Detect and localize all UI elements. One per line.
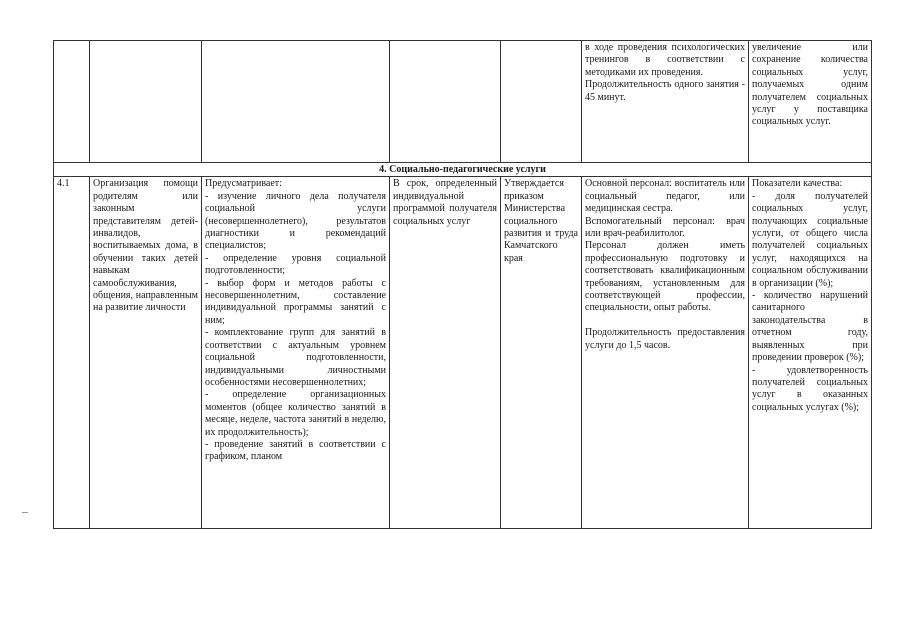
cell-staff: Основной персонал: воспитатель или социальный педагог, или медицинская сестра. Вспомогательный персонал: врач или врач-реабилитолог. Персонал должен иметь профессиональную подготовку и соответствовать квалификационным требованиям, установленным для соответствующей профессии, специальности, опыт работы. Продолжительность предоставления услуги до 1,5 часов. (582, 177, 749, 529)
cell-empty (90, 41, 202, 163)
cell-quality-text: увеличение или сохранение количества социальных услуг, получаемых одним получателем социальных услуг у поставщика социальных услуг. (749, 41, 872, 163)
section-title: 4. Социально-педагогические услуги (54, 163, 872, 177)
cell-empty (390, 41, 501, 163)
cell-empty (54, 41, 90, 163)
cell-method-text: в ходе проведения психологических тренингов в соответствии с методиками их проведения. Продолжительность одного занятия - 45 минут. (582, 41, 749, 163)
cell-description: Предусматривает: - изучение личного дела получателя социальной услуги (несовершеннолетнего), результатов диагностики и рекомендаций специалистов; - определение уровня социальной подготовленности; - выбор форм и методов работы с несовершеннолетним, составление индивидуальной программы занятий с ним; - комплектование групп для занятий в соответствии с актуальным уровнем социальной подготовленности, индивидуальными личностными особенностями несовершеннолетних; - определение организационных моментов (общее количество занятий в месяце, неделе, частота занятий в неделю, их продолжительность); - проведение занятий в соответствии с графиком, планом (202, 177, 390, 529)
cell-service-name: Организация помощи родителям или законным представителям детей-инвалидов, воспитываемых дома, в обучении таких детей навыкам самообслуживания, общения, направленным на развитие личности (90, 177, 202, 529)
cell-empty (202, 41, 390, 163)
services-table (53, 40, 872, 529)
section-header-row (54, 163, 872, 177)
table-row-service (54, 177, 872, 529)
table-row-continued (54, 41, 872, 163)
cell-approved: Утверждается приказом Министерства социального развития и труда Камчатского края (501, 177, 582, 529)
cell-number: 4.1 (54, 177, 90, 529)
cell-empty (501, 41, 582, 163)
cell-quality: Показатели качества: - доля получателей социальных услуг, получающих социальные услуги, от общего числа получателей социальных услуг, находящихся на социальном обслуживании в организации (%); - количество нарушений санитарного законодательства в отчетном году, выявленных при проведении проверок (%); - удовлетворенность получателей социальных услуг в оказанных социальных услугах (%); (749, 177, 872, 529)
margin-mark (22, 512, 28, 513)
cell-term: В срок, определенный индивидуальной программой получателя социальных услуг (390, 177, 501, 529)
